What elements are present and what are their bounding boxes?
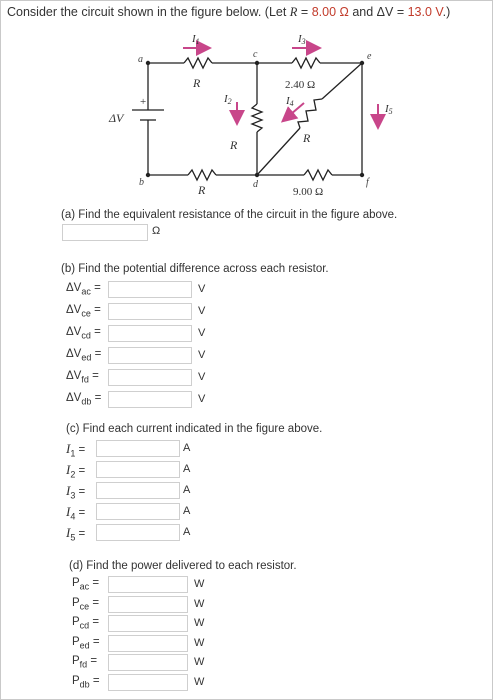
label-part-d-ed: $P_{ed}$ = (72, 635, 100, 650)
unit-part-c-5: A (183, 526, 191, 538)
answer-input-part-b-ce[interactable] (108, 303, 192, 320)
label-part-b-fd: $\Delta V_{fd}$ = (66, 370, 99, 385)
label-part-c-2: $I_2$ = (66, 462, 86, 480)
part-c-prompt: (c) Find each current indicated in the figure above. (66, 423, 323, 435)
unit-part-d-cd: W (194, 617, 205, 629)
svg-text:d: d (253, 179, 258, 190)
svg-text:R: R (198, 183, 206, 197)
label-part-b-ed: $\Delta V_{ed}$ = (66, 348, 102, 363)
answer-input-part-b-fd[interactable] (108, 369, 192, 386)
part-a-prompt: (a) Find the equivalent resistance of the circuit in the figure above. (61, 209, 398, 221)
equivalent-resistance-input[interactable] (62, 224, 148, 241)
part-a-unit: Ω (152, 225, 161, 237)
label-part-d-ac: $P_{ac}$ = (72, 577, 100, 592)
answer-input-part-c-3[interactable] (96, 482, 180, 499)
answer-input-part-d-ce[interactable] (108, 596, 188, 613)
label-part-d-ce: $P_{ce}$ = (72, 596, 100, 611)
label-part-d-fd: $P_{fd}$ = (72, 655, 98, 670)
problem-statement: Consider the circuit shown in the figure below. (Let R = 8.00 Ω and ΔV = 13.0 V.) (7, 5, 451, 19)
unit-part-b-ce: V (198, 305, 206, 317)
svg-text:I2: I2 (224, 93, 232, 106)
svg-text:I3: I3 (298, 33, 306, 46)
unit-part-b-ac: V (198, 283, 206, 295)
answer-input-part-c-1[interactable] (96, 440, 180, 457)
answer-input-part-c-5[interactable] (96, 524, 180, 541)
svg-text:I5: I5 (385, 103, 393, 116)
answer-input-part-b-cd[interactable] (108, 325, 192, 342)
label-part-b-ce: $\Delta V_{ce}$ = (66, 304, 101, 319)
svg-text:R: R (303, 131, 311, 145)
label-part-b-db: $\Delta V_{db}$ = (66, 392, 102, 407)
svg-text:e: e (367, 51, 372, 62)
label-part-b-ac: $\Delta V_{ac}$ = (66, 282, 101, 297)
unit-part-d-ce: W (194, 597, 205, 610)
answer-input-part-d-ac[interactable] (108, 576, 188, 593)
part-b-prompt: (b) Find the potential difference across each resistor. (61, 263, 329, 275)
svg-text:R: R (193, 76, 201, 90)
svg-text:f: f (366, 177, 369, 188)
answer-input-part-b-db[interactable] (108, 391, 192, 408)
answer-input-part-d-ed[interactable] (108, 635, 188, 652)
svg-text:I4: I4 (286, 95, 294, 108)
label-part-c-4: $I_4$ = (66, 504, 86, 522)
svg-text:b: b (139, 177, 144, 188)
label-part-b-cd: $\Delta V_{cd}$ = (66, 326, 101, 341)
unit-part-c-4: A (183, 505, 191, 517)
answer-input-part-d-fd[interactable] (108, 654, 188, 671)
answer-input-part-b-ed[interactable] (108, 347, 192, 364)
unit-part-b-db: V (198, 393, 206, 405)
svg-text:9.00 Ω: 9.00 Ω (293, 186, 324, 198)
unit-part-b-fd: V (198, 371, 206, 383)
label-part-d-db: $P_{db}$ = (72, 674, 100, 689)
dv-symbol: ΔV (376, 5, 394, 19)
unit-part-c-2: A (183, 463, 191, 475)
label-part-c-5: $I_5$ = (66, 525, 86, 543)
label-part-c-3: $I_3$ = (66, 483, 86, 501)
dv-value: 13.0 V (407, 5, 443, 19)
unit-part-b-cd: V (198, 327, 206, 339)
svg-text:+: + (140, 96, 147, 108)
svg-text:2.40 Ω: 2.40 Ω (285, 79, 316, 91)
svg-text:ΔV: ΔV (109, 111, 124, 125)
label-part-c-1: $I_1$ = (66, 441, 86, 459)
svg-text:a: a (138, 54, 143, 65)
unit-part-d-ed: W (194, 636, 205, 649)
r-symbol: R (289, 5, 298, 19)
svg-text:c: c (253, 49, 258, 60)
circuit-figure (0, 0, 493, 200)
answer-input-part-d-cd[interactable] (108, 615, 188, 632)
unit-part-d-db: W (194, 675, 205, 688)
unit-part-d-ac: W (194, 578, 205, 590)
svg-text:R: R (230, 138, 238, 152)
answer-input-part-b-ac[interactable] (108, 281, 192, 298)
answer-input-part-c-4[interactable] (96, 503, 180, 520)
part-d-prompt: (d) Find the power delivered to each resistor. (69, 560, 297, 572)
label-part-d-cd: $P_{cd}$ = (72, 616, 100, 631)
unit-part-d-fd: W (194, 656, 205, 668)
unit-part-c-3: A (183, 484, 191, 496)
unit-part-c-1: A (183, 442, 191, 454)
svg-text:I1: I1 (192, 33, 200, 46)
r-value: 8.00 Ω (311, 5, 349, 19)
answer-input-part-d-db[interactable] (108, 674, 188, 691)
answer-input-part-c-2[interactable] (96, 461, 180, 478)
unit-part-b-ed: V (198, 349, 206, 361)
